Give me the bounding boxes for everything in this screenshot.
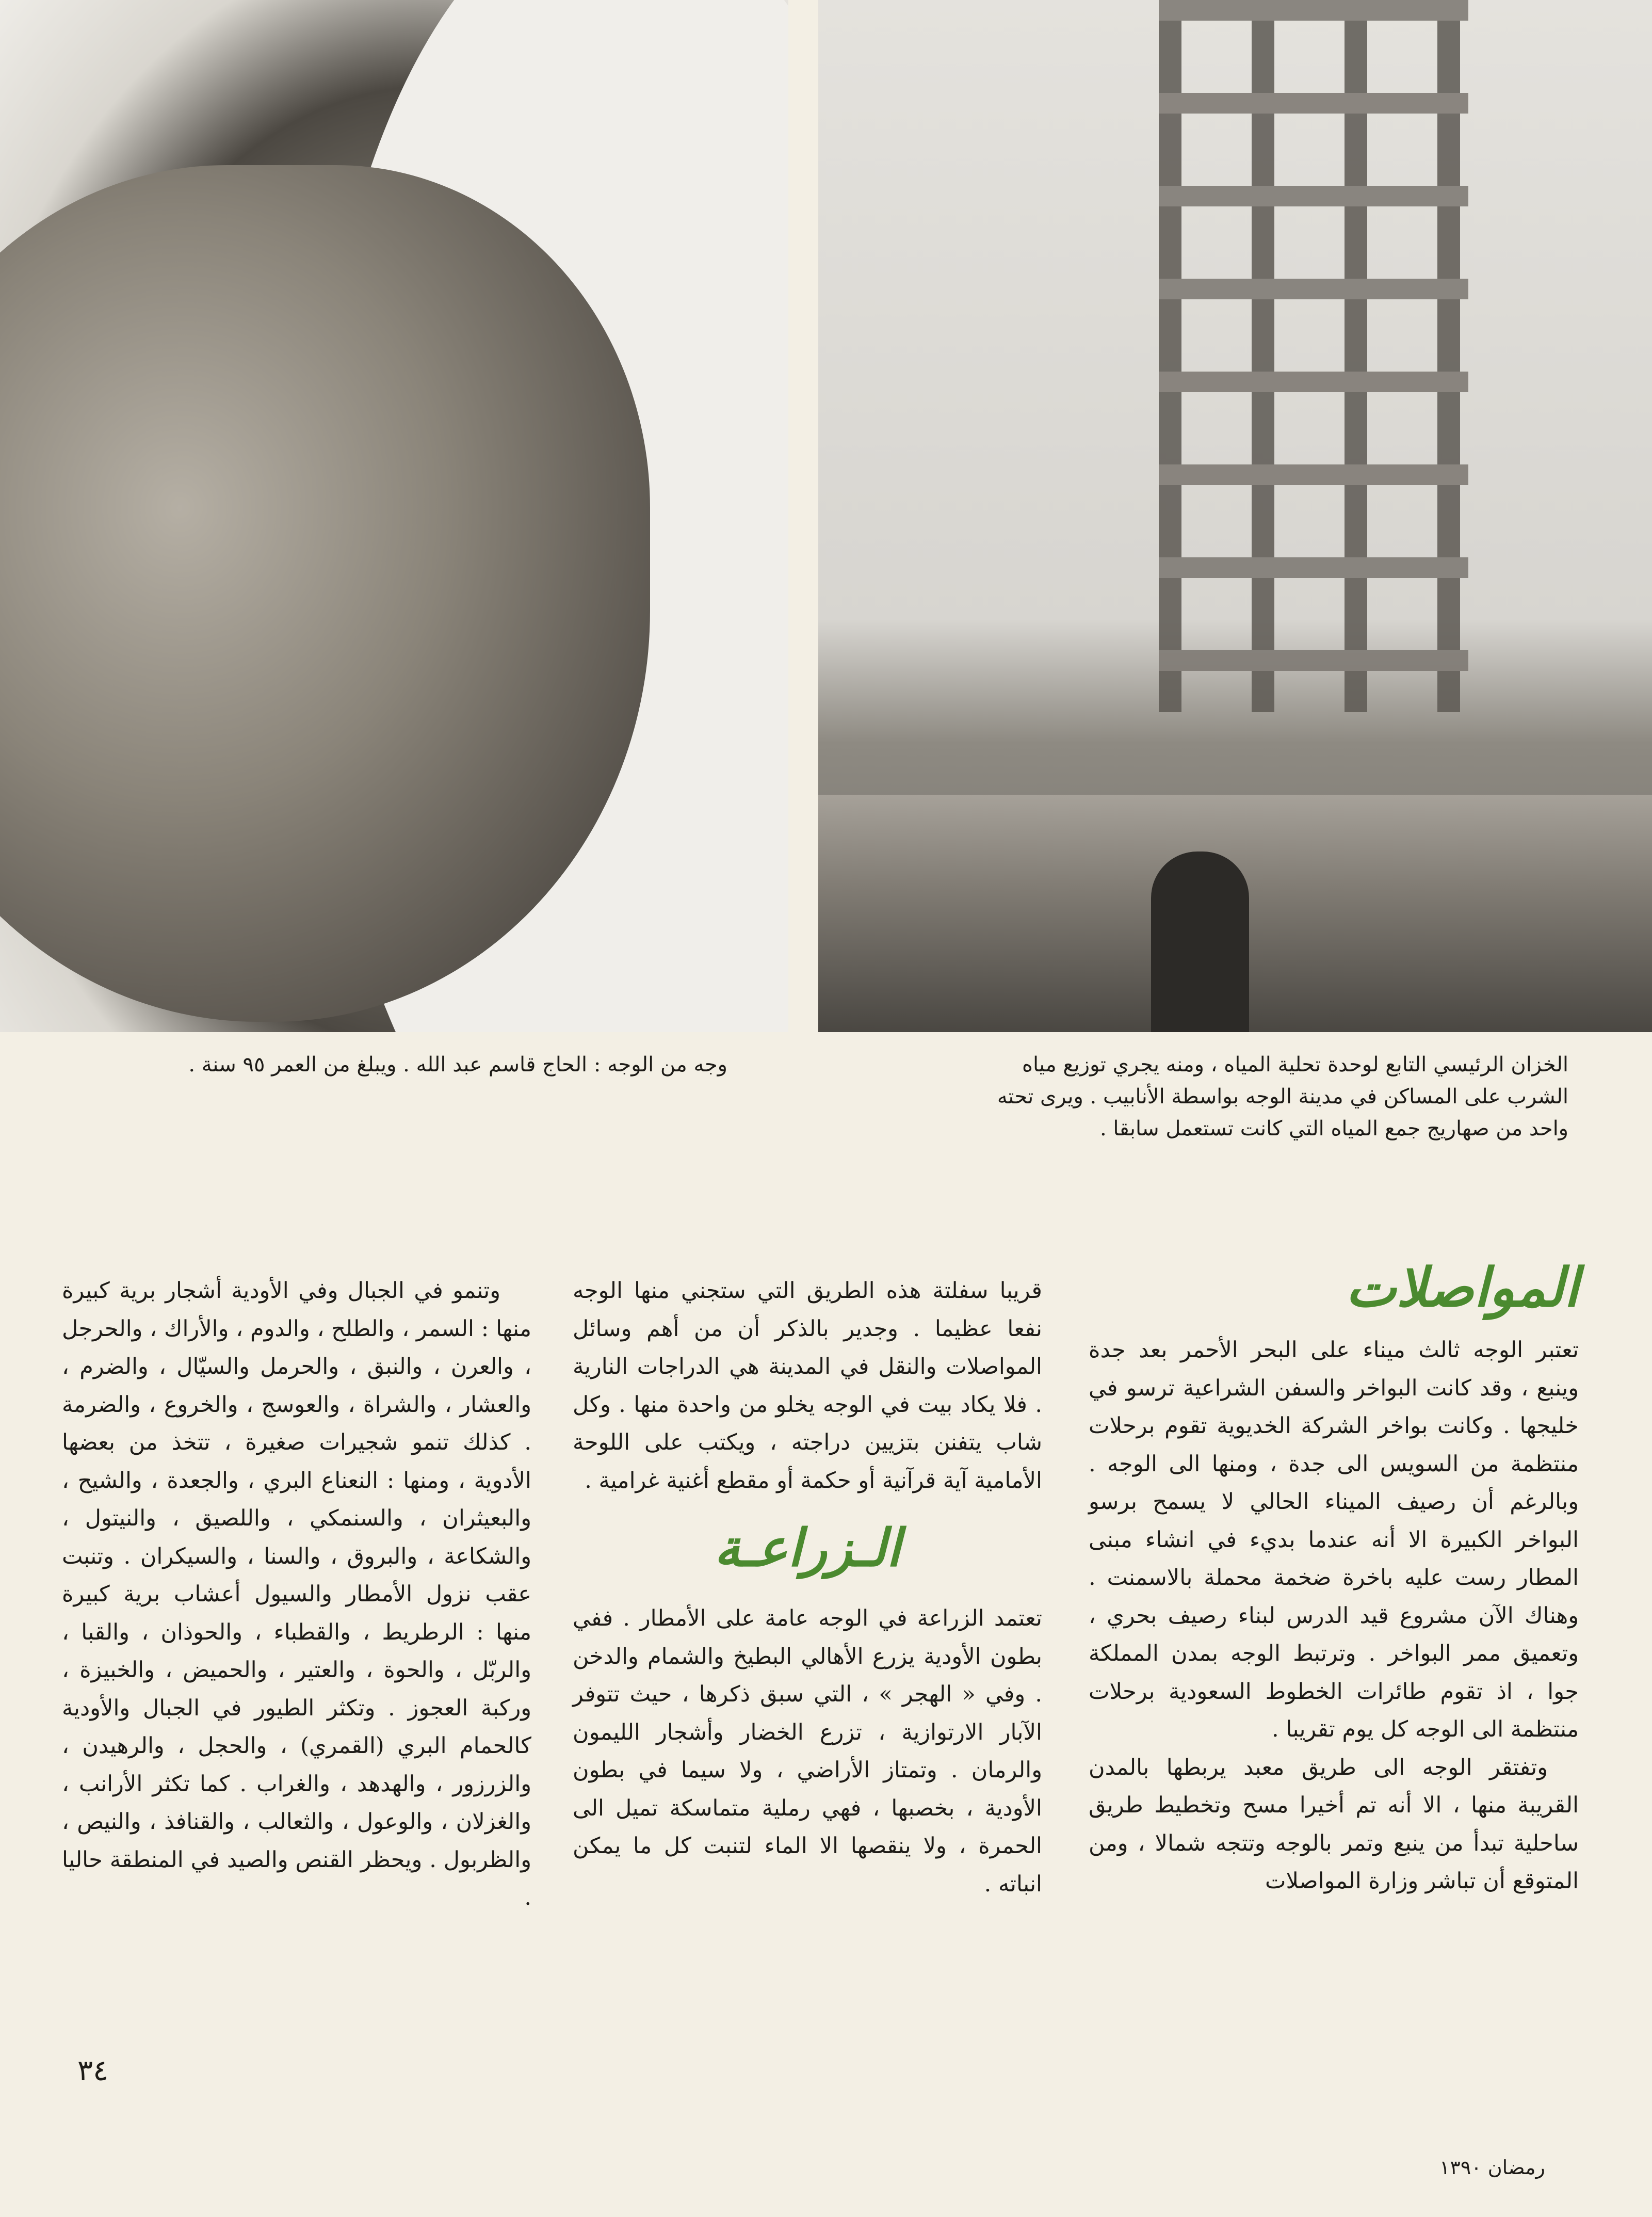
- tower-shape: [1159, 0, 1468, 712]
- page-number: ٣٤: [77, 2054, 109, 2087]
- water-tower-photo: [818, 0, 1652, 1032]
- cistern-door-shape: [1151, 852, 1249, 1032]
- paragraph: تعتبر الوجه ثالث ميناء على البحر الأحمر بعد جدة وينبع ، وقد كانت البواخر والسفن الشراعية ترسو في خليجها . وكانت بواخر الشركة الخديوية تقوم برحلات منتظمة من السويس الى جدة ، ومنها الى الوجه . وبالرغم أن رصيف الميناء الحالي لا يسمح برسو البواخر الكبيرة الا أنه عندما بديء في انشاء مبنى المطار رست عليه باخرة ضخمة محملة بالاسمنت . وهناك الآن مشروع قيد الدرس لبناء رصيف بحري ، وتعميق ممر البواخر . وترتبط الوجه بمدن المملكة جوا ، اذ تقوم طائرات الخطوط السعودية برحلات منتظمة الى الوجه كل يوم تقريبا .: [1089, 1337, 1579, 1742]
- paragraph: وتفتقر الوجه الى طريق معبد يربطها بالمدن القريبة منها ، الا أنه تم أخيرا مسح وتخطيط طريق ساحلية تبدأ من ينبع وتمر بالوجه وتتجه شمالا ، ومن المتوقع أن تباشر وزارة المواصلات: [1089, 1754, 1579, 1894]
- section-heading-zira: الـزراعـة: [714, 1517, 901, 1578]
- column-right: [1089, 1249, 1579, 1901]
- section-heading-muwasalat: المواصلات: [1346, 1256, 1579, 1319]
- paragraph: قريبا سفلتة هذه الطريق التي ستجني منها الوجه نفعا عظيما . وجدير بالذكر أن من أهم وسائل المواصلات والنقل في المدينة هي الدراجات النارية . فلا يكاد بيت في الوجه يخلو من واحدة منها . وكل شاب يتفنن بتزيين دراجته ، ويكتب على اللوحة الأمامية آية قرآنية أو حكمة أو مقطع أغنية غرامية .: [573, 1278, 1042, 1493]
- portrait-caption: وجه من الوجه : الحاج قاسم عبد الله . ويبلغ من العمر ٩٥ سنة .: [188, 1053, 727, 1077]
- column-left: [62, 1272, 531, 1917]
- paragraph: وتنمو في الجبال وفي الأودية أشجار برية كبيرة منها : السمر ، والطلح ، والدوم ، والأراك ، والحرجل ، والعرن ، والنبق ، والحرمل والسيّال ، والضرم ، والعشار ، والشراة ، والعوسج ، والخروع ، والضرمة . كذلك تنمو شجيرات صغيرة ، تتخذ من بعضها الأدوية ، ومنها : النعناع البري ، والجعدة ، والشيح ، والبعيثران ، والسنمكي ، واللصيق ، والنيتول ، والشكاعة ، والبروق ، والسنا ، والسيكران . وتنبت عقب نزول الأمطار والسيول أعشاب برية كبيرة منها : الرطريط ، والقطباء ، والحوذان ، والقبا ، والربّل ، والحوة ، والعتير ، والحميض ، والخبيزة ، وركبة العجوز . وتكثر الطيور في الجبال والأودية كالحمام البري (القمري) ، والحجل ، والرهيدن ، والزرزور ، والهدهد ، والغراب . كما تكثر الأرانب ، والغزلان ، والوعول ، والثعالب ، والقنافذ ، والنيص ، والظربول . ويحظر القنص والصيد في المنطقة حاليا .: [62, 1278, 531, 1910]
- column-middle: [573, 1272, 1042, 1903]
- tower-caption: الخزان الرئيسي التابع لوحدة تحلية المياه ، ومنه يجري توزيع مياه الشرب على المساكن في مدينة الوجه بواسطة الأنابيب . ويرى تحته واحد من صهاريج جمع المياه التي كانت تستعمل سابقا .: [997, 1053, 1568, 1140]
- issue-month: رمضان ١٣٩٠: [1439, 2156, 1545, 2179]
- portrait-photo: [0, 0, 788, 1032]
- paragraph: تعتمد الزراعة في الوجه عامة على الأمطار . ففي بطون الأودية يزرع الأهالي البطيخ والشمام والدخن . وفي « الهجر » ، التي سبق ذكرها ، حيث تتوفر الآبار الارتوازية ، تزرع الخضار وأشجار الليمون والرمان . وتمتاز الأراضي ، ولا سيما في بطون الأودية ، بخصبها ، فهي رملية متماسكة تميل الى الحمرة ، ولا ينقصها الا الماء لتنبت كل ما يمكن انباته .: [573, 1605, 1042, 1897]
